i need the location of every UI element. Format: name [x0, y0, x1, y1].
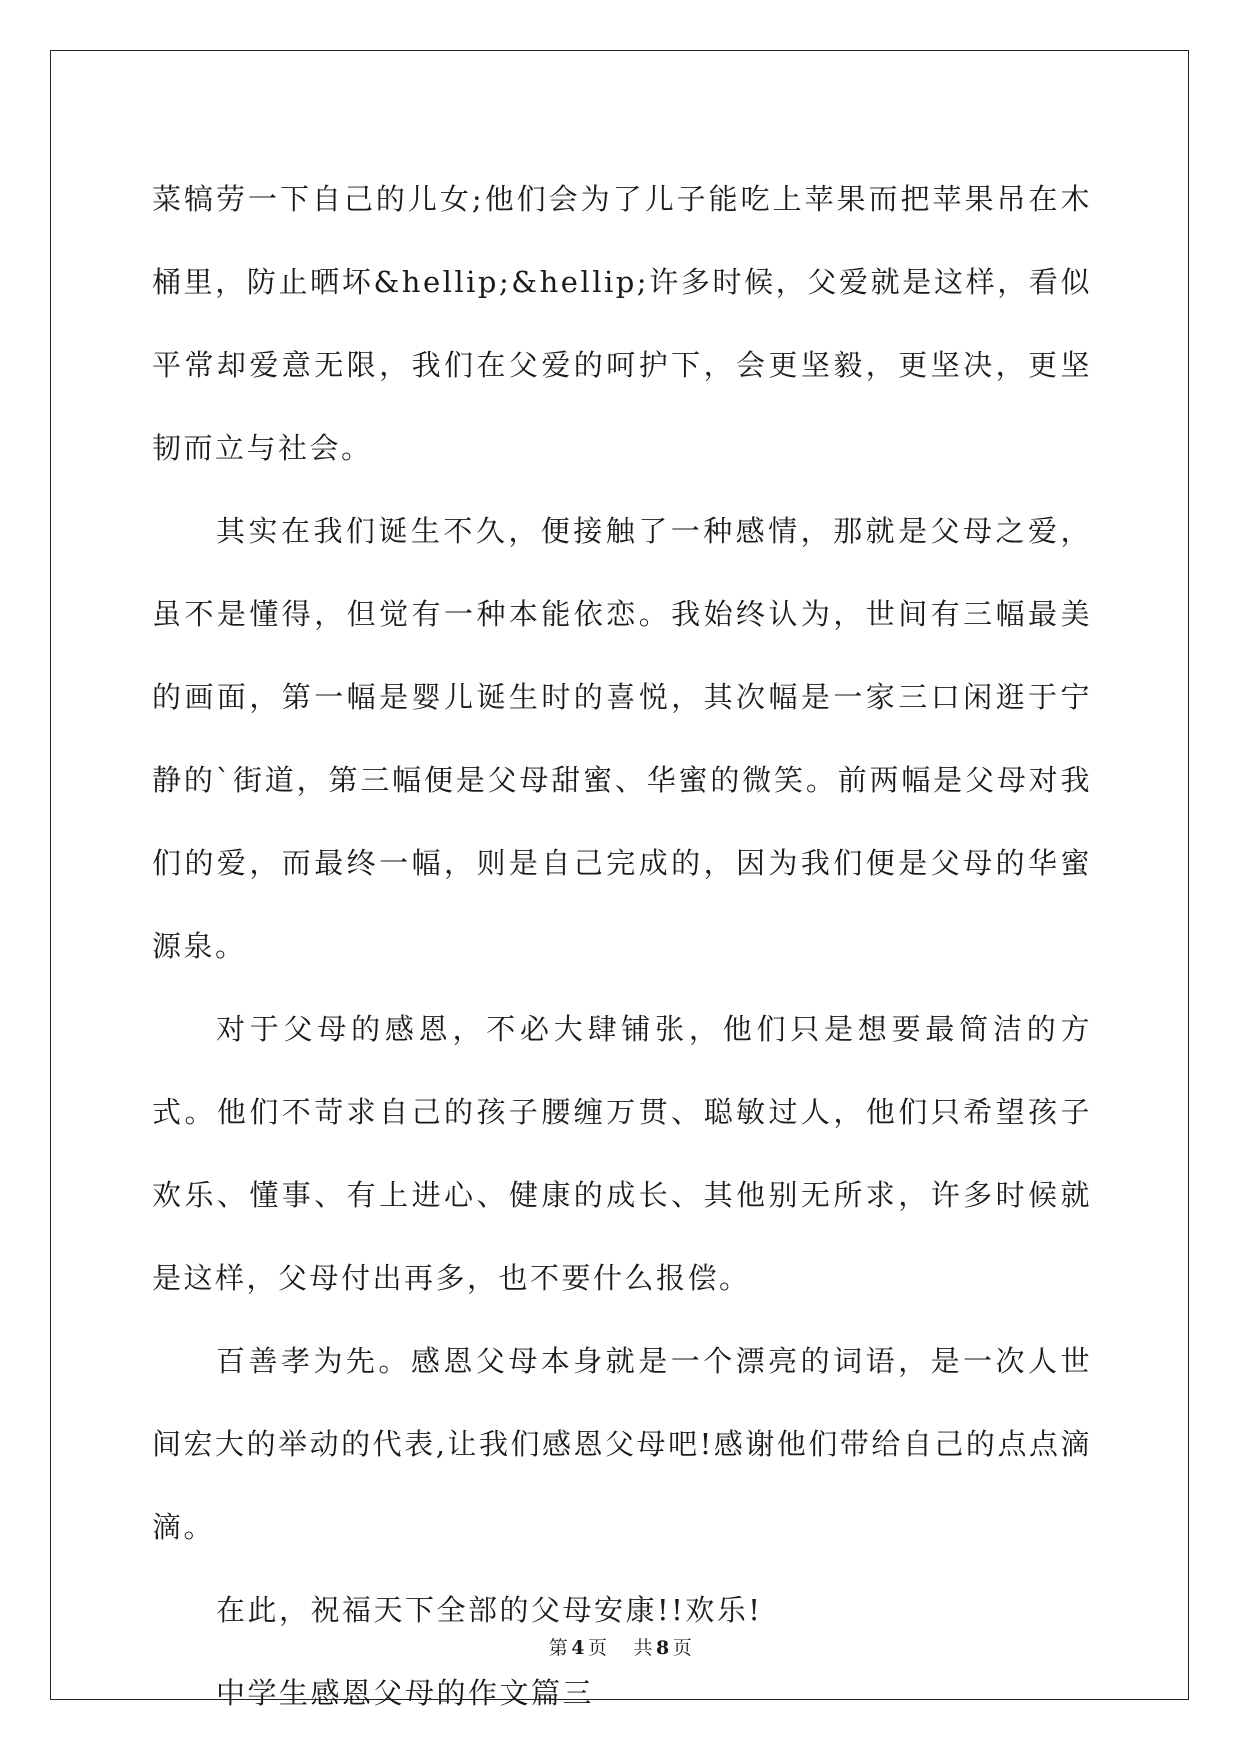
footer-page-unit: 页: [587, 1637, 608, 1659]
section-heading: 中学生感恩父母的作文篇三: [216, 1676, 595, 1710]
footer-total-prefix: 共: [633, 1637, 654, 1659]
paragraph-4: 百善孝为先。感恩父母本身就是一个漂亮的词语，是一次人世间宏大的举动的代表,让我们感恩父母吧!感谢他们带给自己的点点滴滴。: [152, 1344, 1092, 1544]
page-footer: [0, 1633, 1241, 1660]
footer-total-unit: 页: [672, 1637, 693, 1659]
paragraph-2: 其实在我们诞生不久，便接触了一种感情，那就是父母之爱，虽不是懂得，但觉有一种本能依恋。我始终认为，世间有三幅最美的画面，第一幅是婴儿诞生时的喜悦，其次幅是一家三口闲逛于宁静的`街道，第三幅便是父母甜蜜、华蜜的微笑。前两幅是父母对我们的爱，而最终一幅，则是自己完成的，因为我们便是父母的华蜜源泉。: [152, 514, 1092, 963]
footer-prefix: 第: [548, 1637, 569, 1659]
total-pages-number: 8: [656, 1637, 670, 1659]
paragraph-5: 在此，祝福天下全部的父母安康!!欢乐!: [216, 1593, 763, 1627]
current-page-number: 4: [571, 1637, 585, 1659]
document-body: [152, 158, 1092, 1735]
paragraph-1: 菜犒劳一下自己的儿女;他们会为了儿子能吃上苹果而把苹果吊在木桶里，防止晒坏&hellip;&hellip;许多时候，父爱就是这样，看似平常却爱意无限，我们在父爱的呵护下，会更坚毅，更坚决，更坚韧而立与社会。: [152, 182, 1092, 465]
paragraph-3: 对于父母的感恩，不必大肆铺张，他们只是想要最简洁的方式。他们不苛求自己的孩子腰缠万贯、聪敏过人，他们只希望孩子欢乐、懂事、有上进心、健康的成长、其他别无所求，许多时候就是这样，父母付出再多，也不要什么报偿。: [152, 1012, 1092, 1295]
